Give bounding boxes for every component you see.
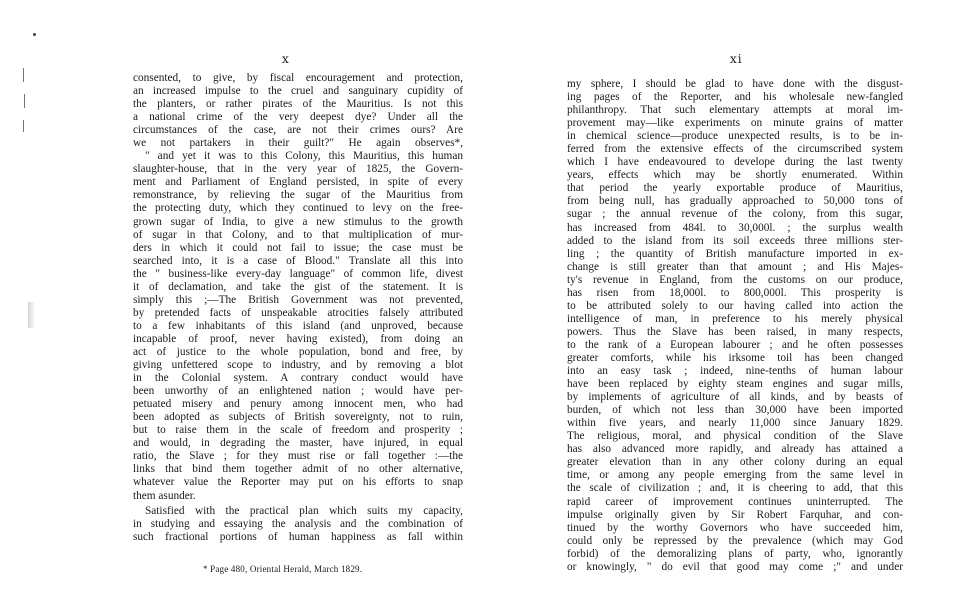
text-line: Satisfied with the practical plan which suits my capacity, — [145, 504, 463, 517]
body-text — [567, 78, 903, 574]
text-line: my sphere, I should be glad to have done with the disgust- — [567, 78, 903, 90]
text-line: " and yet it was to this Colony, this Mauritius, this human — [145, 150, 463, 163]
text-line: rapid career of improvement continues uninterrupted. The — [567, 495, 903, 508]
text-line: ling ; the quantity of British manufacture imported in ex- — [567, 247, 903, 260]
text-line: or knowingly, " do evil that good may come ;" and under — [567, 560, 903, 573]
text-line: petuated misery and penury among innocent men, who had — [133, 398, 463, 411]
text-line: to a few inhabitants of this island (and unproved, because — [133, 319, 463, 332]
text-line: to the rank of a European labourer ; and he often possesses — [567, 338, 903, 351]
text-line: forbid) of the demoralizing plans of party, who, ignorantly — [567, 547, 903, 560]
text-line: time, or among any people emerging from the same level in — [567, 469, 903, 482]
text-line: have been replaced by eighty steam engines and sugar mills, — [567, 378, 903, 391]
text-line: has increased from 484l. to 30,000l. ; the surplus wealth — [567, 221, 903, 234]
text-line: ment and Parliament of England persisted, in spite of every — [133, 176, 463, 189]
text-line: burden, of which not less than 30,000 have been imported — [567, 404, 903, 417]
text-line: tinued by the worthy Governors who have succeeded him, — [567, 521, 903, 534]
text-line: which I have endeavoured to develope during the last twenty — [567, 156, 903, 169]
text-line: and would, in degrading the master, have injured, in equal — [133, 437, 463, 450]
text-line: ing pages of the Reporter, and his wholesale new-fangled — [567, 91, 903, 104]
text-line: the protecting duty, which they continued to levy on the free- — [133, 202, 463, 215]
text-line: whatever value the Reporter may put on his efforts to snap — [133, 476, 463, 489]
text-line: a national crime of the very deepest dye? Under all the — [133, 111, 463, 124]
page-number: xi — [730, 52, 743, 66]
right-page — [490, 0, 980, 610]
text-line: from being null, has gradually approached to 50,000 tons of — [567, 195, 903, 208]
text-line: ty's revenue in England, from the customs on our produce, — [567, 273, 903, 286]
text-line: greater comforts, while his irksome toil has been changed — [567, 351, 903, 364]
text-line: to be attributed solely to our having called into action the — [567, 299, 903, 312]
text-line: The religious, moral, and physical condition of the Slave — [567, 430, 903, 443]
text-line: remonstrance, by relieving the sugar of the Mauritius from — [133, 189, 463, 202]
text-line: the planters, or rather pirates of the Mauritius. Is not this — [133, 98, 463, 111]
text-line: simply this ;—The British Government was not prevented, — [133, 293, 463, 306]
text-line: in the Colonial system. A contrary conduct would have — [133, 372, 463, 385]
text-line: has risen from 18,000l. to 800,000l. This prosperity is — [567, 286, 903, 299]
text-line: giving unfettered scope to industry, and by removing a blot — [133, 359, 463, 372]
text-line: that period the yearly exportable produce of Mauritius, — [567, 182, 903, 195]
text-line: the scale of civilization ; and, it is cheering to add, that this — [567, 482, 903, 495]
text-line: ferred from the extensive effects of the circumscribed system — [567, 143, 903, 156]
text-line: by implements of agriculture of all kinds, and by beasts of — [567, 391, 903, 404]
text-line: greater elevation than in any other colony during an equal — [567, 456, 903, 469]
text-line: provement may—like experiments on minute grains of matter — [567, 117, 903, 130]
text-line: in chemical science—produce unexpected results, is to be in- — [567, 130, 903, 143]
text-line: into an easy task ; indeed, nine-tenths of human labour — [567, 365, 903, 378]
text-line: them asunder. — [133, 489, 196, 502]
text-line: ders in which it could not fail to issue; the case must be — [133, 241, 463, 254]
text-line: could only be repressed by the prevalence (which may God — [567, 534, 903, 547]
margin-smudge — [28, 302, 34, 328]
text-line: grown sugar of India, to give a new stimulus to the growth — [133, 215, 463, 228]
margin-mark — [23, 120, 24, 132]
text-line: years, effects which may be shortly enumerated. Within — [567, 169, 903, 182]
text-line: philanthropy. That such elementary attempts at moral im- — [567, 104, 903, 117]
text-line: act of justice to the whole population, bond and free, by — [133, 345, 463, 358]
text-line: we not partakers in their guilt?" He again observes*, — [133, 137, 463, 150]
margin-mark — [24, 94, 25, 108]
text-line: in studying and essaying the analysis and the combination of — [133, 517, 463, 530]
text-line: change is still greater than that amount ; and His Majes- — [567, 260, 903, 273]
text-line: consented, to give, by fiscal encouragement and protection, — [133, 72, 463, 84]
body-text — [133, 72, 463, 544]
text-line: incapable of proof, never having existed), from doing an — [133, 332, 463, 345]
text-line: of sugar in that Colony, and to that multiplication of mur- — [133, 228, 463, 241]
text-line: been adopted as subjects of British sovereignty, not to ruin, — [133, 411, 463, 424]
text-line: been unworthy of an enlightened nation ; would have per- — [133, 385, 463, 398]
ink-speck — [33, 33, 36, 36]
text-line: circumstances of the case, are not their crimes ours? Are — [133, 124, 463, 137]
text-line: but to raise them in the scale of freedom and prosperity ; — [133, 424, 463, 437]
text-line: slaughter-house, that in the very year of 1825, the Govern- — [133, 163, 463, 176]
text-line: such fractional portions of human happiness as fall within — [133, 530, 463, 543]
margin-mark — [23, 68, 24, 82]
footnote: * Page 480, Oriental Herald, March 1829. — [203, 564, 363, 574]
text-line: impulse originally given by Sir Robert Farquhar, and con- — [567, 508, 903, 521]
text-line: powers. Thus the Slave has been raised, in many respects, — [567, 325, 903, 338]
text-line: the " business-like every-day language" of common life, divest — [133, 267, 463, 280]
text-line: searched into, it is a case of Blood." Translate all this into — [133, 254, 463, 267]
text-line: it of declamation, and take the gist of the statement. It is — [133, 280, 463, 293]
text-line: added to the island from its soil exceeds three millions ster- — [567, 234, 903, 247]
text-line: by pretended facts of unspeakable atrocities falsely attributed — [133, 306, 463, 319]
text-line: intelligence of man, in preference to his merely physical — [567, 312, 903, 325]
text-line: ratio, the Slave ; for they must rise or fall together :—the — [133, 450, 463, 463]
page-number: x — [282, 52, 290, 66]
text-line: sugar ; the annual revenue of the colony, from this sugar, — [567, 208, 903, 221]
text-line: has also advanced more rapidly, and already has attained a — [567, 443, 903, 456]
text-line: within five years, and nearly 11,000 since January 1829. — [567, 417, 903, 430]
text-line: an increased impulse to the cruel and sanguinary cupidity of — [133, 85, 463, 98]
text-line: links that bind them together admit of no other alternative, — [133, 463, 463, 476]
